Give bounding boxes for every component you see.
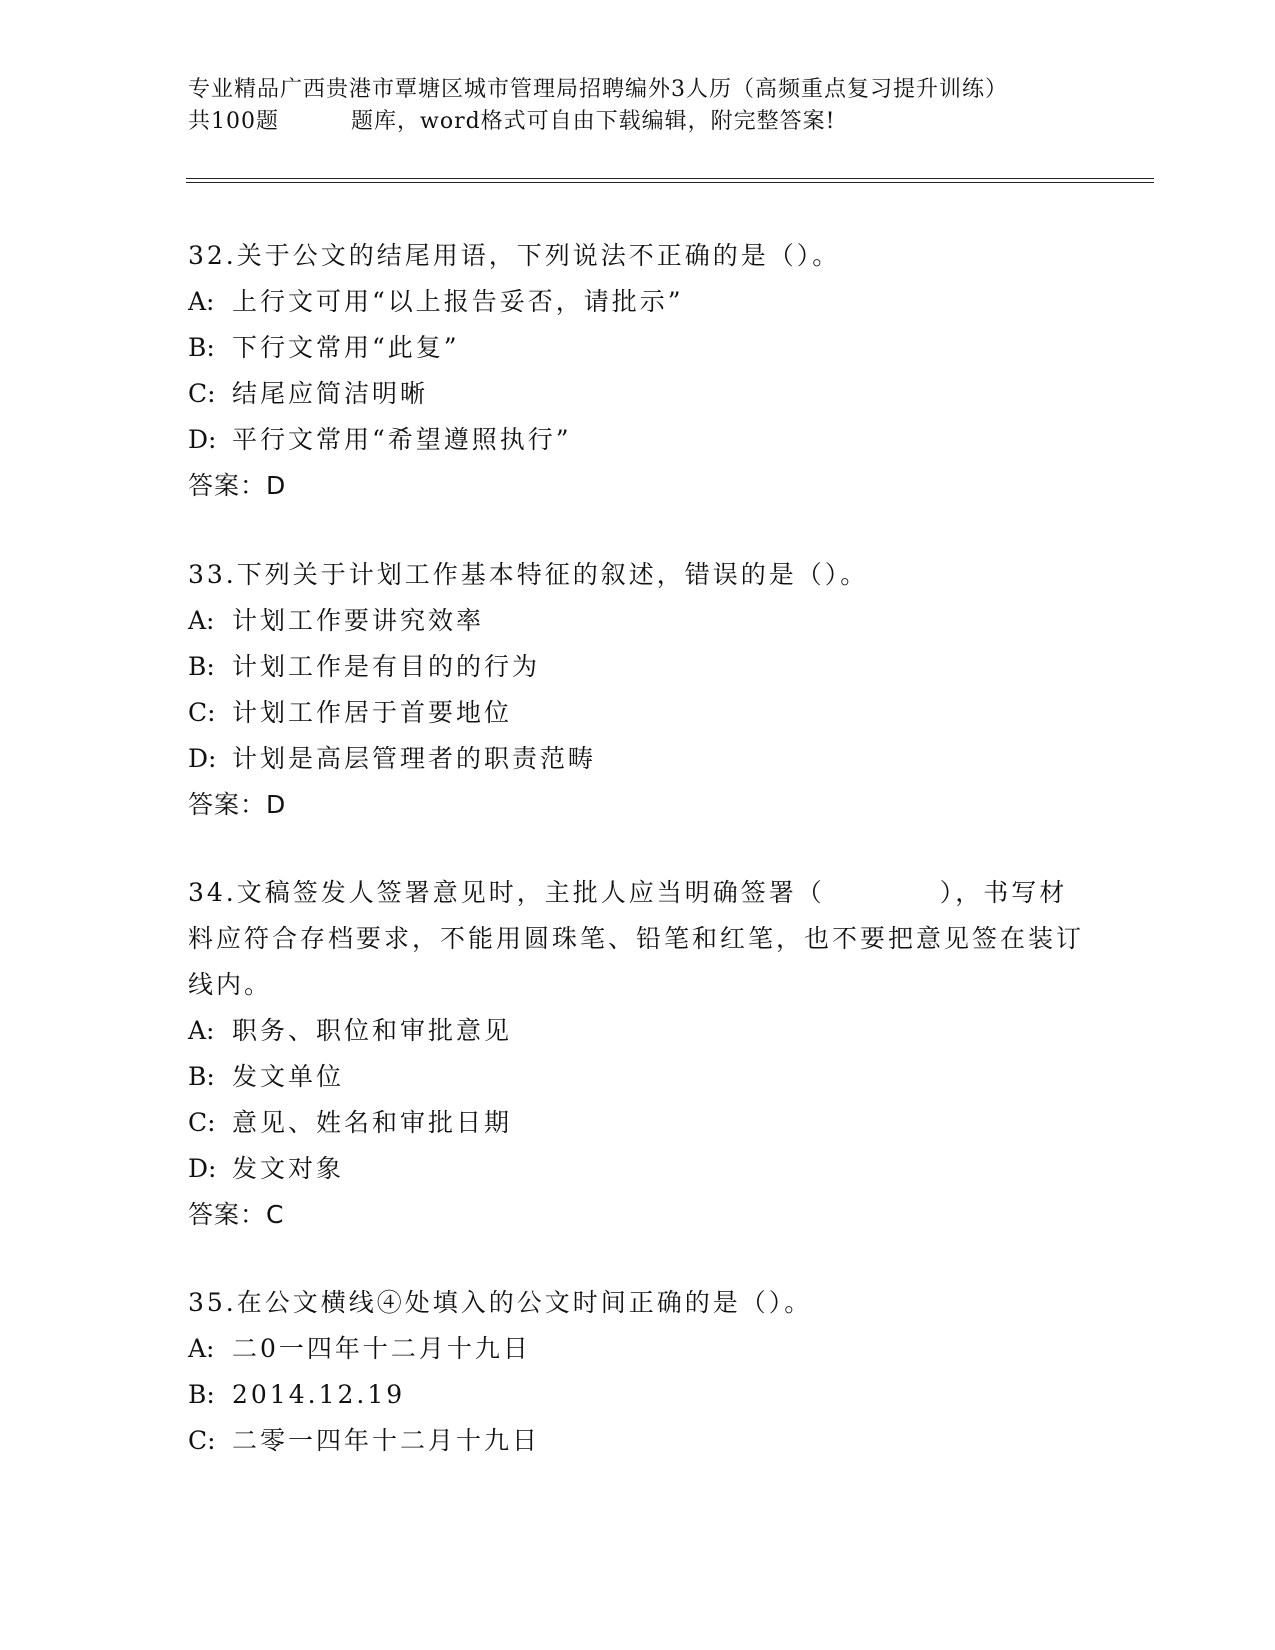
option-c bbox=[188, 1100, 1088, 1146]
answer-label: 答案：D bbox=[188, 790, 287, 819]
header-title-line: 专业精品广西贵港市覃塘区城市管理局招聘编外3人历（高频重点复习提升训练） bbox=[188, 77, 1008, 102]
option-letter: D: bbox=[188, 425, 217, 454]
option-d bbox=[188, 417, 1088, 463]
option-text: 意见、姓名和审批日期 bbox=[232, 1108, 513, 1137]
option-letter: A: bbox=[188, 1016, 215, 1045]
option-text: 平行文常用“希望遵照执行” bbox=[232, 425, 572, 454]
answer-label: 答案：C bbox=[188, 1200, 285, 1229]
question-stem bbox=[188, 870, 1088, 1008]
option-d bbox=[188, 736, 1088, 782]
option-c bbox=[188, 690, 1088, 736]
option-letter: C: bbox=[188, 698, 216, 727]
option-text: 下行文常用“此复” bbox=[232, 333, 460, 362]
option-text: 二零一四年十二月十九日 bbox=[232, 1426, 541, 1455]
option-letter: D: bbox=[188, 744, 217, 773]
question-34 bbox=[188, 870, 1088, 1238]
option-a bbox=[188, 1008, 1088, 1054]
option-letter: A: bbox=[188, 287, 215, 316]
header-description: 题库，word格式可自由下载编辑，附完整答案! bbox=[351, 109, 836, 134]
question-stem: 33.下列关于计划工作基本特征的叙述，错误的是（）。 bbox=[188, 560, 869, 589]
option-text: 职务、职位和审批意见 bbox=[232, 1016, 513, 1045]
header-question-count: 共100题 bbox=[188, 109, 279, 134]
option-letter: B: bbox=[188, 652, 215, 681]
option-text: 上行文可用“以上报告妥否，请批示” bbox=[232, 287, 684, 316]
option-text: 计划工作要讲究效率 bbox=[232, 606, 485, 635]
header-subtitle-line bbox=[188, 106, 1088, 138]
option-letter: D: bbox=[188, 1154, 217, 1183]
document-header bbox=[188, 74, 1088, 138]
option-text: 计划是高层管理者的职责范畴 bbox=[232, 744, 597, 773]
option-c bbox=[188, 1418, 1088, 1464]
option-letter: C: bbox=[188, 1108, 216, 1137]
option-a bbox=[188, 279, 1088, 325]
option-text: 计划工作是有目的的行为 bbox=[232, 652, 541, 681]
option-text: 发文对象 bbox=[232, 1154, 345, 1183]
option-letter: A: bbox=[188, 606, 215, 635]
header-divider-bottom bbox=[186, 182, 1154, 183]
option-letter: B: bbox=[188, 1380, 215, 1409]
option-b bbox=[188, 325, 1088, 371]
option-letter: C: bbox=[188, 379, 216, 408]
option-b bbox=[188, 644, 1088, 690]
option-letter: B: bbox=[188, 333, 215, 362]
option-d bbox=[188, 1146, 1088, 1192]
option-text: 二0一四年十二月十九日 bbox=[232, 1334, 531, 1363]
question-stem-part2: ），书写材料应符合存档要求，不能用圆珠笔、铅笔和红笔，也不要把意见签在装订线内。 bbox=[188, 878, 1085, 999]
question-stem-part1: 34.文稿签发人签署意见时，主批人应当明确签署（ bbox=[188, 878, 825, 907]
option-letter: B: bbox=[188, 1062, 215, 1091]
question-32 bbox=[188, 233, 1088, 509]
option-text: 结尾应简洁明晰 bbox=[232, 379, 429, 408]
option-b bbox=[188, 1372, 1088, 1418]
option-a bbox=[188, 598, 1088, 644]
option-c bbox=[188, 371, 1088, 417]
question-35 bbox=[188, 1280, 1088, 1464]
option-letter: C: bbox=[188, 1426, 216, 1455]
question-33 bbox=[188, 552, 1088, 828]
option-a bbox=[188, 1326, 1088, 1372]
answer-label: 答案：D bbox=[188, 471, 287, 500]
option-text: 2014.12.19 bbox=[232, 1380, 406, 1409]
option-text: 计划工作居于首要地位 bbox=[232, 698, 513, 727]
question-stem: 35.在公文横线④处填入的公文时间正确的是（）。 bbox=[188, 1288, 813, 1317]
option-text: 发文单位 bbox=[232, 1062, 345, 1091]
option-letter: A: bbox=[188, 1334, 215, 1363]
header-divider-top bbox=[186, 178, 1154, 179]
option-b bbox=[188, 1054, 1088, 1100]
question-stem: 32.关于公文的结尾用语，下列说法不正确的是（）。 bbox=[188, 241, 841, 270]
